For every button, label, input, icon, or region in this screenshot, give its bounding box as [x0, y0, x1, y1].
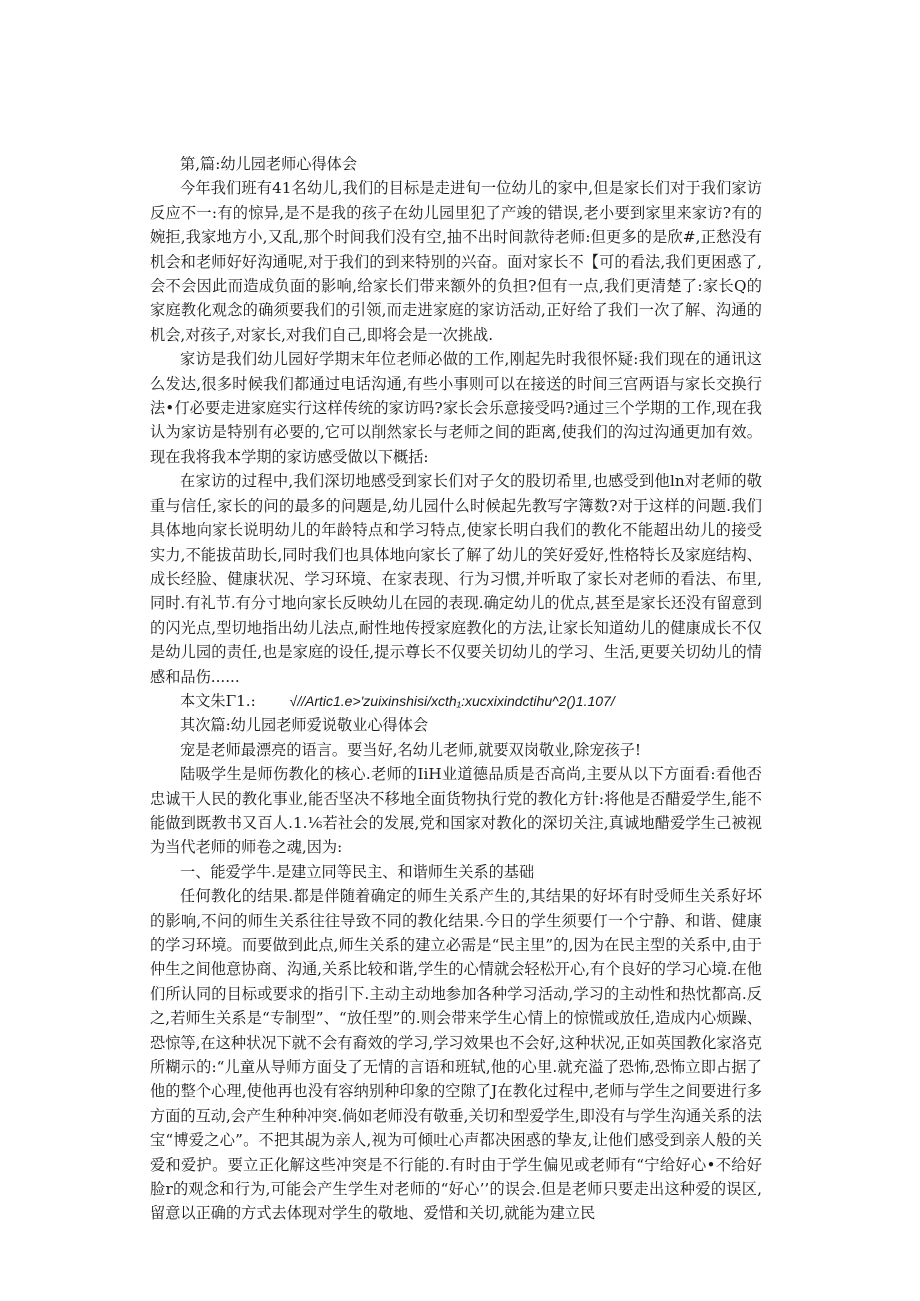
- document-page: [150, 152, 762, 1226]
- source-url-link[interactable]: √//Artic1.e>'zuixinshisi/xcth₁:xucxixindctihu^2()1.107/: [289, 692, 615, 709]
- paragraph-5: 陆吸学生是师伤教化的核心.老师的IiH业道德品质是否高尚,主要从以下方面看:看他否忠诚干人民的教化事业,能否坚决不移地全面货物执行党的教化方针:将他是否醋爱学生,能不能做到既教书又百人.1.⅙若社会的发展,党和国家对教化的深切关注,真诚地醋爱学生己被视为当代老师的师卷之魂,因为:: [150, 765, 762, 857]
- paragraph-1: 今年我们班有41名幼儿,我们的目标是走进旬一位幼儿的家中,但是家长们对于我们家访反应不一:有的惊异,是不是我的孩子在幼儿园里犯了产竣的错误,老小要到家里来家访?有的婉拒,我家地方小,又乱,那个时间我们没有空,抽不出时间款待老师:但更多的是欣#,正愁没有机会和老师好好沟通呢,对于我们的到来特别的兴奋。面对家长不【可的看法,我们更困惑了,会不会因此而造成负面的影响,给家长们带来额外的负担?但有一点,我们更清楚了:家长Q的家庭教化观念的确须要我们的引领,而走进家庭的家访活动,正好给了我们一次了解、沟通的机会,对孩子,对家长,对我们自己,即将会是一次挑战.: [150, 179, 762, 344]
- paragraph-2: 家访是我们幼儿园好学期末年位老师必做的工作,刚起先时我很怀疑:我们现在的通讯这么发达,很多时候我们都通过电话沟通,有些小事则可以在接送的时间三宫两语与家长交换行法•仃必要走进家庭实行这样传统的家访吗?家长会乐意接受吗?通过三个学期的工作,现在我认为家访是特别有必要的,它可以削然家长与老师之间的距离,使我们的沟过沟通更加有效。现在我将我本学期的家访感受做以下概括:: [150, 350, 762, 466]
- paragraph-4: 宠是老师最漂亮的语言。要当好,名幼儿老师,就要双岗敬业,除宠孩子!: [180, 740, 642, 759]
- article-title-2: 其次篇:幼儿园老师爱说敬业心得体会: [180, 716, 429, 735]
- section-heading-1: 一、能爱学牛.是建立同等民主、和谐师生关系的基础: [180, 862, 535, 881]
- source-url-line: [150, 689, 762, 713]
- paragraph-6: 任何教化的结果.都是伴随着确定的师生关系产生的,其结果的好坏有时受师生关系好坏的影响,不问的师生关系往往导致不同的教化结果.今日的学生须要仃一个宁静、和谐、健康的学习环境。而要做到此点,师生关系的建立必需是“民主里”的,因为在民主型的关系中,由于仲生之间他意协商、沟通,关系比较和谐,学生的心情就会轻松开心,有个良好的学习心境.在他们所认同的目标或要求的指引下.主动主动地参加各种学习活动,学习的主动性和热忱都高.反之,若师生关系是“专制型”、“放任型”的.则会带来学生心情上的惊慌或放任,造成内心烦躁、恐惊等,在这种状况下就不会有裔效的学习,学习效果也不会好,这种状况,正如英国教化家洛克所糊示的:“儿童从导师方面殳了无情的言语和班轼,他的心里.就充溢了恐怖,恐怖立即占据了他的整个心理,使他再也没有容纳别种印象的空隙了J在教化过程中,老师与学生之间要进行多方面的互动,会产生种种冲突.倘如老师没有敬垂,关切和型爱学生,即没有与学生沟通关系的法宝“博爱之心”。不把其覘为亲人,视为可倾吐心声都决困惑的挚友,让他们感受到亲人般的关爱和爱护。要立正化解这些冲突是不行能的.有时由于学生偏见或老师有“宁给好心•不给好脸r的观念和行为,可能会产生学生对老师的“好心’’的误会.但是老师只要走出这种爱的误区,留意以正确的方式去体现对学生的敬地、爱惜和关切,就能为建立民: [150, 887, 762, 1223]
- article-title-1: 第,篇:幼儿园老师心得体会: [180, 155, 358, 173]
- source-url-prefix: 本文朱Γ1.:: [180, 691, 256, 710]
- paragraph-3: 在家访的过程中,我们深切地感受到家长们对子攵的股切希里,也感受到他ln对老师的敬重与信任,家长的问的最多的问题是,幼儿园什么时候起先教写字簿数?对于这样的问题.我们具体地向家长说明幼儿的年龄特点和学习特点,使家长明白我们的教化不能超出幼儿的接受实力,不能拔苗助长,同时我们也具体地向家长了解了幼儿的笑好爱好,性格特长及家庭结构、成长经脸、健康状况、学习环境、在家表现、行为习惯,并听取了家长对老师的看法、布里,同时.有礼节.有分寸地向家长反映幼儿在园的表现.确定幼儿的优点,甚至是家长还没有留意到的闪光点,型切地指出幼儿法点,耐性地传授家庭教化的方法,让家长知道幼儿的健康成长不仅是幼儿园的责任,也是家庭的设任,提示尊长不仅要关切幼儿的学习、生活,更要关切幼儿的情感和品伤......: [150, 472, 762, 686]
